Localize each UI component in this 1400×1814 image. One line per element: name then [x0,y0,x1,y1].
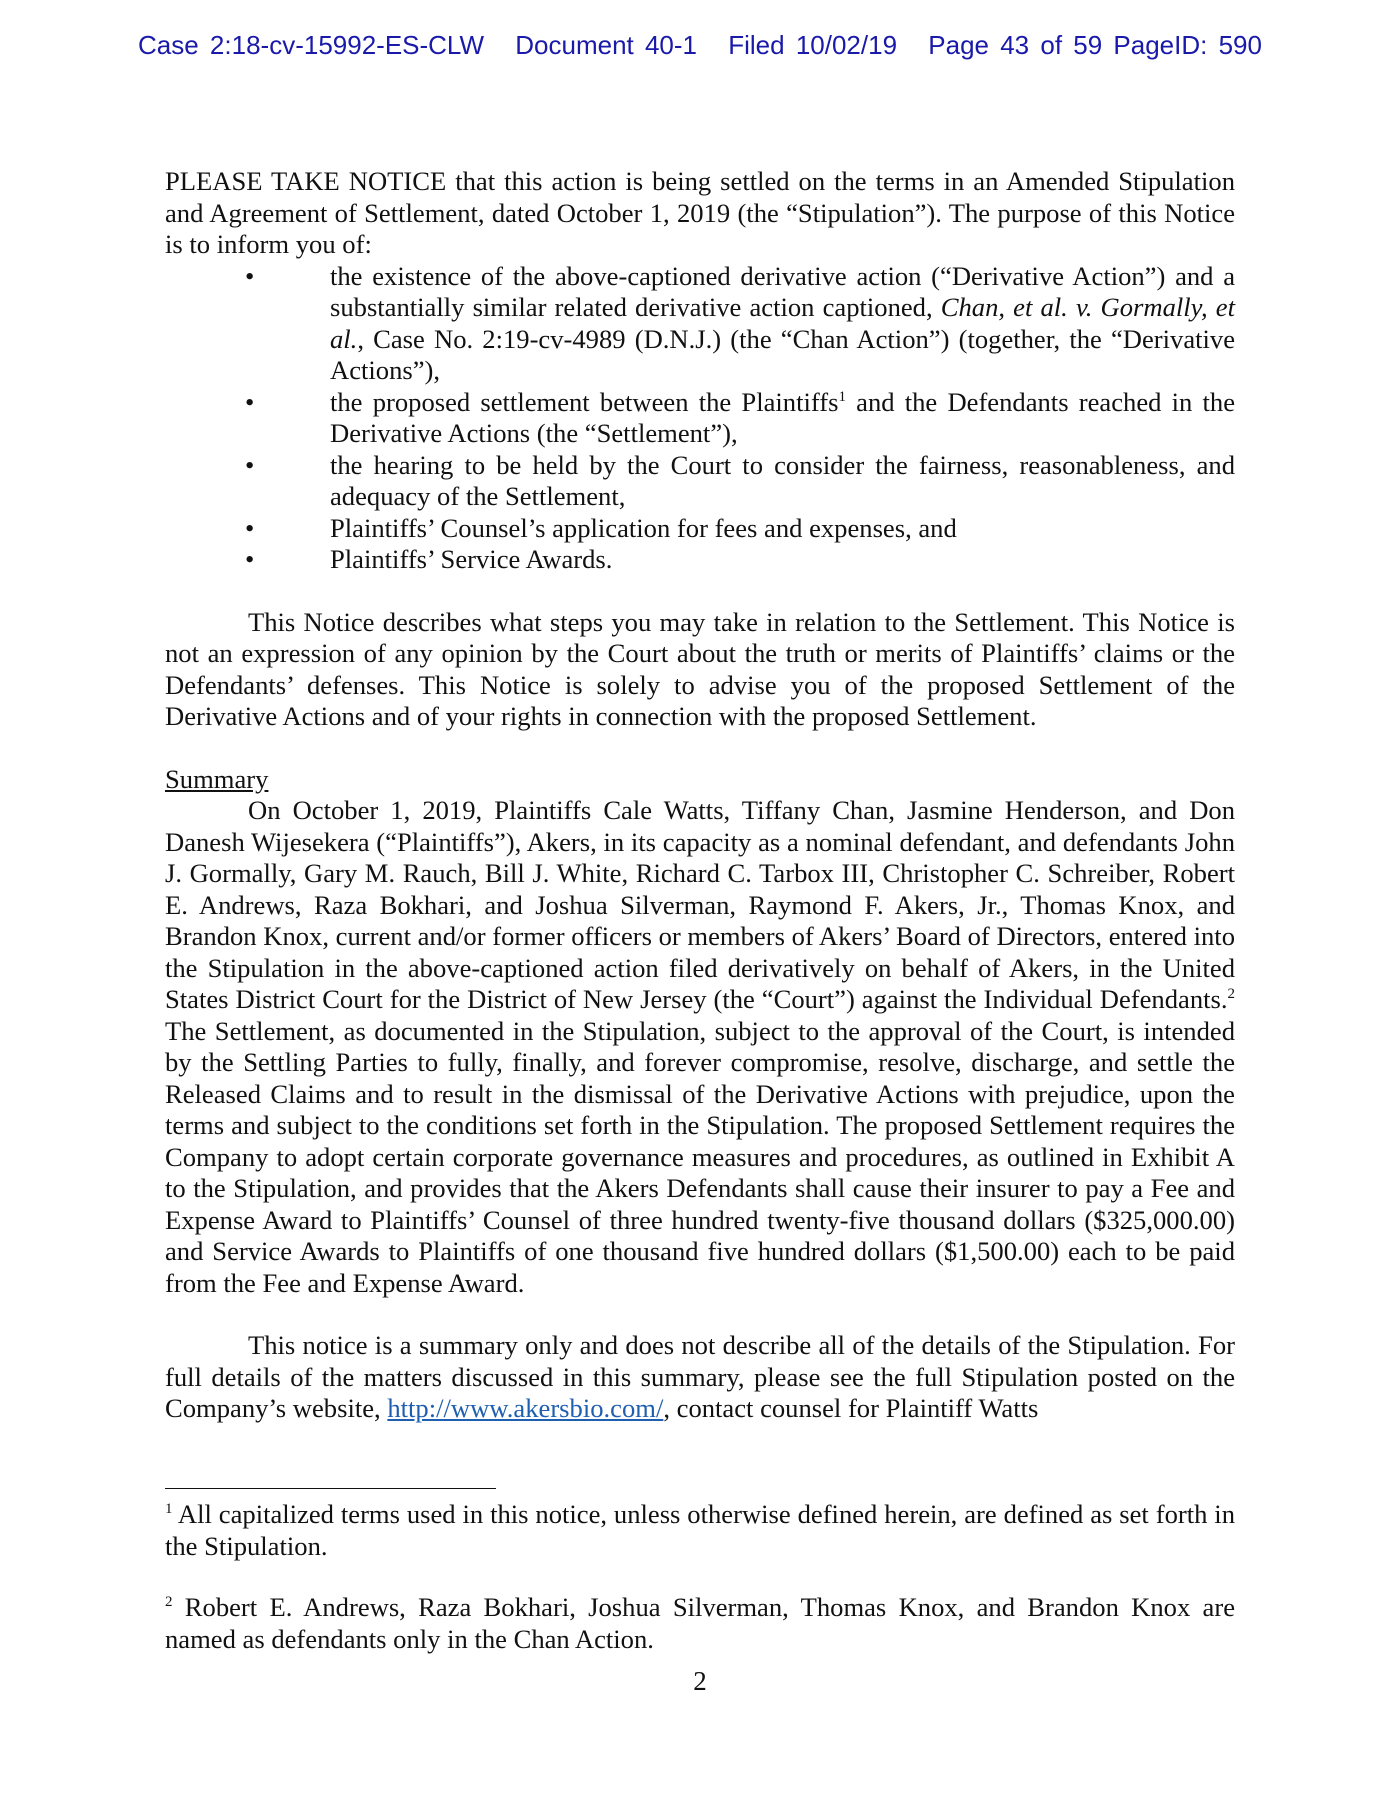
page-number: 2 [693,1666,707,1696]
case-caption: Chan, et al. v. Gormally, et al. [330,292,1235,354]
footnote-1: $^1$ All capitalized terms used in this notice, unless otherwise defined herein, are defined as set forth in the Stipulation. [165,1499,1235,1561]
list-item: • Plaintiffs’ Service Awards. [245,544,613,574]
page-info: Page 43 of 59 PageID: 590 [928,30,1262,60]
bullet-icon: • [245,512,255,543]
notice-description-paragraph: This Notice describes what steps you may take in relation to the Settlement. This Notice is not an expression of any opinion by the Court about the truth or merits of Plaintiffs’ claims or the Defendants’ defenses. This Notice is solely to advise you of the proposed Settlement of the Derivative Actions and of your rights in connection with the proposed Settlement. [165,606,1235,731]
list-item: • the hearing to be held by the Court to consider the fairness, reasonableness, and adequacy of the Settlement, [245,449,1235,511]
company-website-link[interactable]: http://www.akersbio.com/ [387,1393,664,1423]
bullet-icon: • [245,260,255,291]
filed-date: Filed 10/02/19 [728,30,898,60]
summary-paragraph: On October 1, 2019, Plaintiffs Cale Watts, Tiffany Chan, Jasmine Henderson, and Don Danesh Wijesekera (“Plaintiffs”), Akers, in its capacity as a nominal defendant, and defendants John J. Gormally, Gary M. Rauch, Bill J. White, Richard C. Tarbox III, Christopher C. Schreiber, Robert E. Andrews, Raza Bokhari, and Joshua Silverman, Raymond F. Akers, Jr., Thomas Knox, and Brandon Knox, current and/or former officers or members of Akers’ Board of Directors, entered into the Stipulation in the above-captioned action filed derivatively on behalf of Akers, in the United States District Court for the District of New Jersey (the “Court”) against the Individual Defendants.$^2$ The Settlement, as documented in the Stipulation, subject to the approval of the Court, is intended by the Settling Parties to fully, finally, and forever compromise, resolve, discharge, and settle the Released Claims and to result in the dismissal of the Derivative Actions with prejudice, upon the terms and subject to the conditions set forth in the Stipulation. The proposed Settlement requires the Company to adopt certain corporate governance measures and procedures, as outlined in Exhibit A to the Stipulation, and provides that the Akers Defendants shall cause their insurer to pay a Fee and Expense Award to Plaintiffs’ Counsel of three hundred twenty-five thousand dollars ($325,000.00) and Service Awards to Plaintiffs of one thousand five hundred dollars ($1,500.00) each to be paid from the Fee and Expense Award. [165,795,1235,1298]
notice-topics-list [165,261,1235,576]
bullet-icon: • [245,386,255,417]
bullet-icon: • [245,449,255,480]
footnote-ref-1[interactable]: 1 [838,388,846,405]
document-body [165,166,1235,1425]
bullet-icon: • [245,544,255,574]
document-number: Document 40-1 [515,30,698,60]
intro-paragraph: PLEASE TAKE NOTICE that this action is being settled on the terms in an Amended Stipulation and Agreement of Settlement, dated October 1, 2019 (the “Stipulation”). The purpose of this Notice is to inform you of: [165,166,1235,259]
ecf-header [0,30,1400,61]
footnote-2: $^2$ Robert E. Andrews, Raza Bokhari, Joshua Silverman, Thomas Knox, and Brandon Knox are named as defendants only in the Chan Action. [165,1592,1235,1654]
footnote-ref-2[interactable]: 2 [1227,986,1235,1002]
list-item: • the proposed settlement between the Plaintiffs$^1$ and the Defendants reached in the Derivative Actions (the “Settlement”), [245,386,1236,448]
footnote-separator [165,1488,496,1489]
full-details-paragraph: This notice is a summary only and does not describe all of the details of the Stipulation. For full details of the matters discussed in this summary, please see the full Stipulation posted on the Company’s website, http://www.akersbio.com/, contact counsel for Plaintiff Watts [165,1330,1235,1423]
list-item: • Plaintiffs’ Counsel’s application for fees and expenses, and [245,512,957,543]
footnotes [165,1488,1235,1655]
case-number: Case 2:18-cv-15992-ES-CLW [138,30,485,60]
summary-heading: Summary [165,763,269,794]
list-item: • the existence of the above-captioned derivative action (“Derivative Action”) and a substantially similar related derivative action captioned, Chan, et al. v. Gormally, et al., Case No. 2:19-cv-4989 (D.N.J.) (the “Chan Action”) (together, the “Derivative Actions”), [245,260,1235,385]
